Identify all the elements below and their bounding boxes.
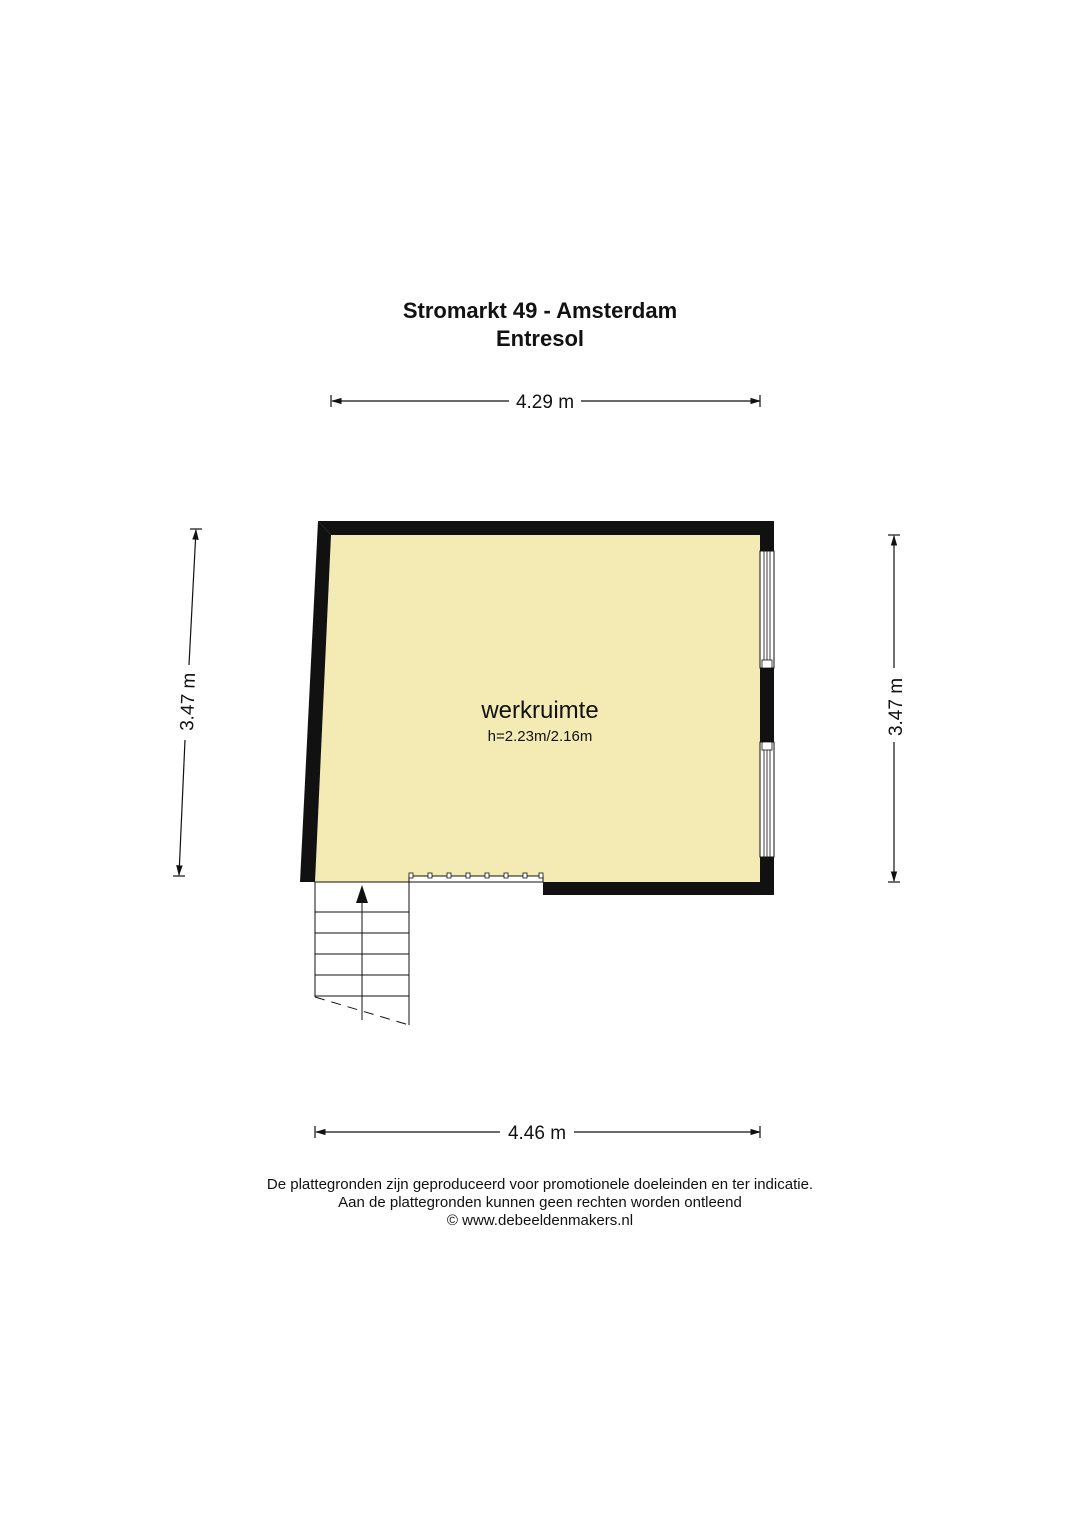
plan-subtitle: Entresol [495, 326, 585, 351]
disclaimer-line-1: De plattegronden zijn geproduceerd voor promotionele doeleinden en ter indicatie. [266, 1176, 814, 1193]
right-dimension [886, 535, 907, 882]
right-dimension-label: 3.47 m [886, 677, 907, 737]
window-upper [760, 551, 774, 668]
disclaimer-line-2: Aan de plattegronden kunnen geen rechten worden ontleend [338, 1194, 742, 1211]
left-dimension [173, 529, 202, 876]
bottom-dimension-label: 4.46 m [507, 1123, 567, 1144]
room-height: h=2.23m/2.16m [487, 728, 593, 745]
window-lower [760, 742, 774, 857]
staircase [315, 882, 409, 1025]
bottom-dimension [315, 1123, 760, 1144]
top-dimension-label: 4.29 m [515, 392, 575, 413]
left-dimension-label: 3.47 m [176, 672, 201, 732]
plan-title: Stromarkt 49 - Amsterdam [402, 298, 678, 323]
room-name: werkruimte [481, 697, 599, 724]
arrow-up-icon [356, 885, 368, 903]
copyright-line: © www.debeeldenmakers.nl [446, 1212, 634, 1229]
top-dimension [331, 392, 760, 413]
